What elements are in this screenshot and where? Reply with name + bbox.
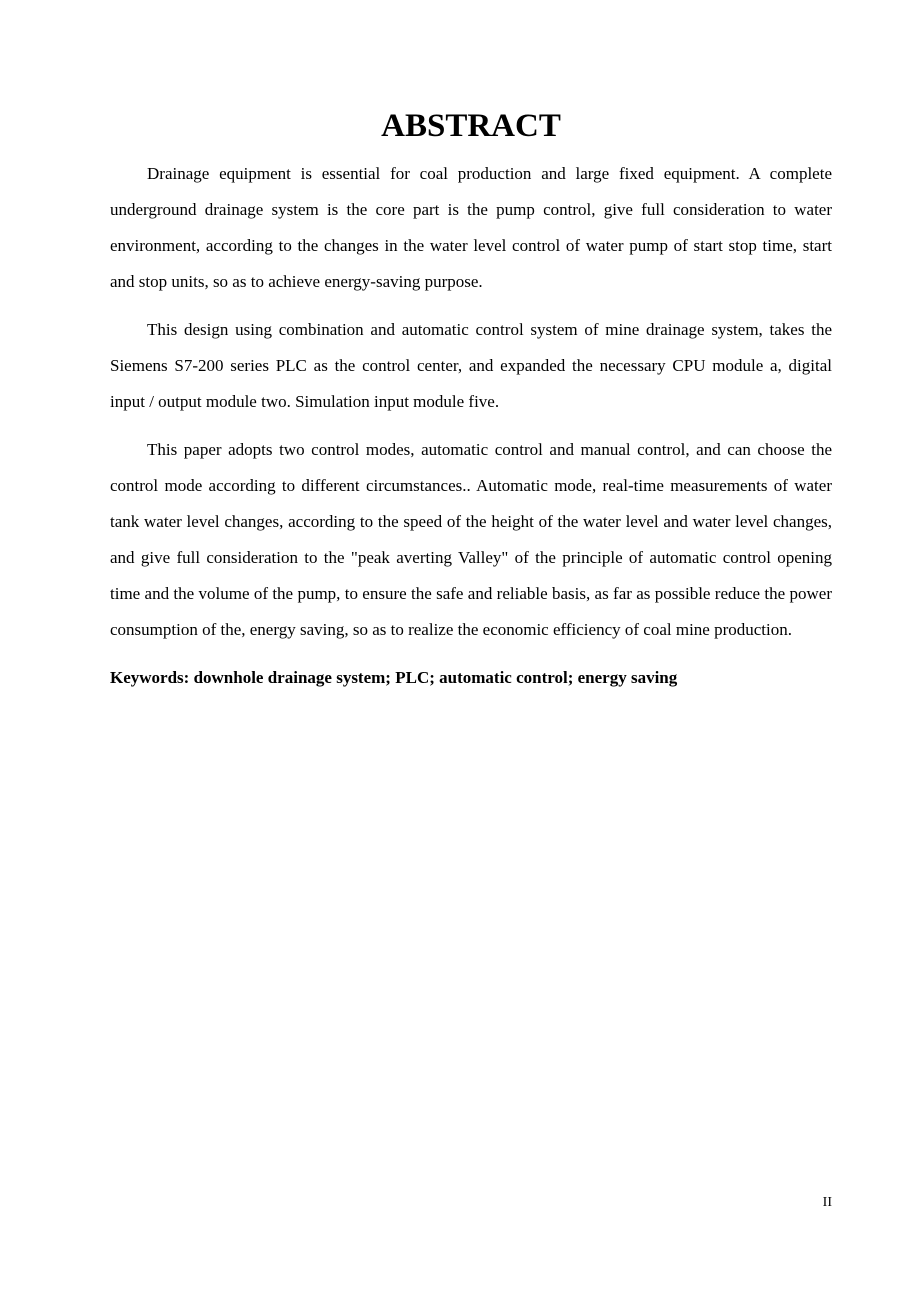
abstract-paragraph-1: Drainage equipment is essential for coal production and large fixed equipment. A complete underground drainage system is the core part is the pump control, give full consideration to water environment, according to the changes in the water level control of water pump of start stop time, start and stop units, so as to achieve energy-saving purpose. (110, 164, 832, 291)
page-number: II (822, 1195, 832, 1210)
abstract-section (110, 104, 832, 696)
abstract-paragraph-3: This paper adopts two control modes, automatic control and manual control, and can choose the control mode according to different circumstances.. Automatic mode, real-time measurements of water tank water level changes, according to the speed of the height of the water level and water level changes, and give full consideration to the "peak averting Valley" of the principle of automatic control opening time and the volume of the pump, to ensure the safe and reliable basis, as far as possible reduce the power consumption of the, energy saving, so as to realize the economic efficiency of coal mine production. (110, 440, 832, 639)
keywords-line: Keywords: downhole drainage system; PLC; automatic control; energy saving (110, 668, 678, 687)
page-title: ABSTRACT (381, 108, 561, 144)
abstract-paragraph-2: This design using combination and automatic control system of mine drainage system, takes the Siemens S7-200 series PLC as the control center, and expanded the necessary CPU module a, digital input / output module two. Simulation input module five. (110, 320, 832, 411)
